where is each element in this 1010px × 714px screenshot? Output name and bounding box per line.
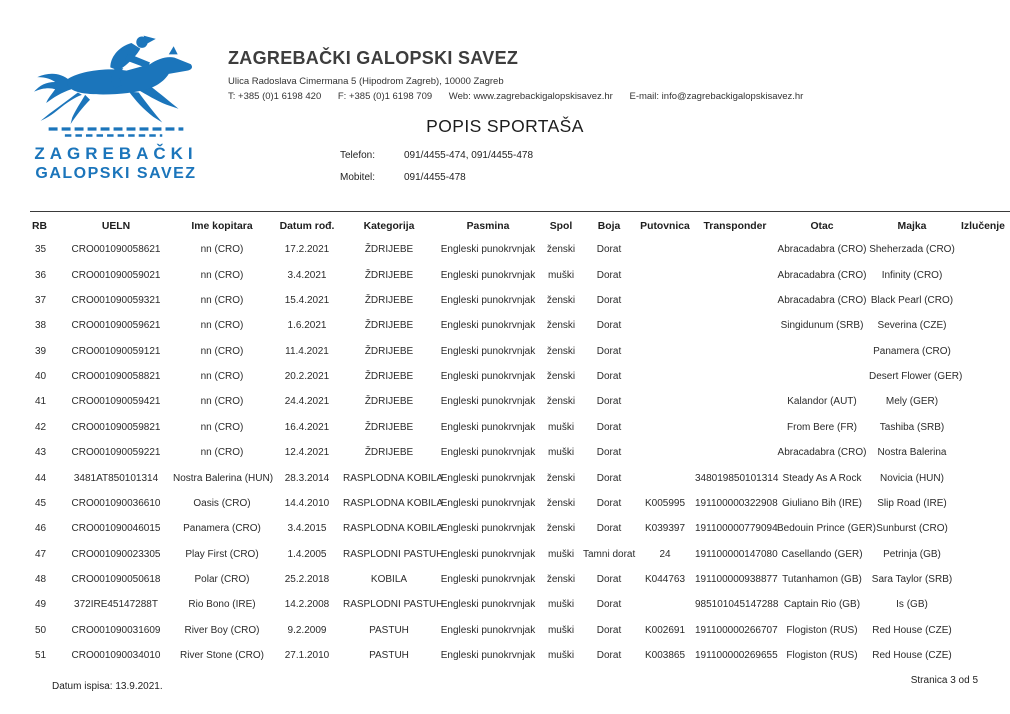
table-cell bbox=[956, 339, 1010, 364]
table-cell: Panamera (CRO) bbox=[183, 523, 261, 535]
column-header: Boja bbox=[597, 221, 621, 232]
table-cell: ŽDRIJEBE bbox=[364, 345, 414, 357]
telefon-value: 091/4455-474, 091/4455-478 bbox=[404, 150, 534, 161]
contact-block bbox=[340, 150, 533, 194]
table-cell: 1.6.2021 bbox=[287, 320, 327, 332]
table-cell bbox=[956, 643, 1010, 668]
table-cell: Engleski punokrvnjak bbox=[440, 472, 536, 484]
table-cell: Dorat bbox=[596, 396, 622, 408]
table-cell: PASTUH bbox=[369, 624, 409, 636]
table-row bbox=[30, 542, 1010, 567]
table-cell bbox=[694, 262, 776, 287]
table-cell: K003865 bbox=[644, 650, 686, 662]
column-header: Pasmina bbox=[466, 221, 510, 232]
table-cell: Kalandor (AUT) bbox=[787, 396, 857, 408]
table-cell: Dorat bbox=[596, 269, 622, 281]
table-cell: nn (CRO) bbox=[200, 396, 244, 408]
table-cell: CRO001090059421 bbox=[71, 396, 161, 408]
table-cell: nn (CRO) bbox=[200, 269, 244, 281]
table-cell: 24 bbox=[659, 548, 671, 560]
table-cell: 38 bbox=[35, 320, 47, 332]
table-cell: 3481AT850101314 bbox=[73, 472, 159, 484]
table-cell: RASPLODNI PASTUH bbox=[343, 548, 444, 560]
table-cell: 11.4.2021 bbox=[285, 345, 329, 357]
table-row bbox=[30, 465, 1010, 490]
table-cell bbox=[694, 364, 776, 389]
table-row bbox=[30, 339, 1010, 364]
table-cell bbox=[694, 339, 776, 364]
table-cell: nn (CRO) bbox=[200, 320, 244, 332]
table-cell bbox=[694, 389, 776, 414]
table-cell: Engleski punokrvnjak bbox=[440, 269, 536, 281]
table-cell: CRO001090046015 bbox=[71, 523, 161, 535]
table-cell: CRO001090058821 bbox=[71, 371, 161, 383]
table-cell: 50 bbox=[35, 624, 47, 636]
table-body bbox=[30, 237, 1010, 668]
column-header: Otac bbox=[810, 221, 834, 232]
table-cell: Flogiston (RUS) bbox=[786, 650, 858, 662]
table-cell: CRO001090036610 bbox=[71, 497, 161, 509]
table-cell bbox=[694, 440, 776, 465]
table-cell: muški bbox=[547, 599, 575, 611]
table-row bbox=[30, 592, 1010, 617]
table-row bbox=[30, 440, 1010, 465]
table-cell bbox=[636, 389, 694, 414]
table-cell: Engleski punokrvnjak bbox=[440, 574, 536, 586]
table-cell: Dorat bbox=[596, 574, 622, 586]
table-cell: ženski bbox=[546, 244, 576, 256]
table-cell: CRO001090059121 bbox=[71, 345, 161, 357]
table-cell: 14.4.2010 bbox=[284, 497, 330, 509]
table-cell bbox=[956, 313, 1010, 338]
column-header: UELN bbox=[101, 221, 131, 232]
table-cell: Tamni dorat bbox=[583, 548, 636, 560]
table-cell: River Stone (CRO) bbox=[180, 650, 264, 662]
table-cell: 15.4.2021 bbox=[284, 294, 330, 306]
table-cell: Is (GB) bbox=[896, 599, 928, 611]
column-header: RB bbox=[32, 221, 48, 232]
table-cell: CRO001090058621 bbox=[71, 244, 161, 256]
column-header: Majka bbox=[897, 221, 927, 232]
table-cell: Dorat bbox=[596, 244, 622, 256]
table-cell: 27.1.2010 bbox=[284, 650, 330, 662]
table-cell: CRO001090034010 bbox=[71, 650, 161, 662]
table-cell: ženski bbox=[546, 371, 576, 383]
table-cell: PASTUH bbox=[369, 650, 409, 662]
table-cell: muški bbox=[547, 447, 575, 459]
table-cell: ŽDRIJEBE bbox=[364, 371, 414, 383]
table-cell: 348019850101314 bbox=[695, 472, 779, 484]
table-cell: Giuliano Bih (IRE) bbox=[781, 497, 863, 509]
table-cell: 3.4.2015 bbox=[287, 523, 327, 535]
table-row bbox=[30, 491, 1010, 516]
table-cell: 12.4.2021 bbox=[284, 447, 330, 459]
table-cell: Engleski punokrvnjak bbox=[440, 624, 536, 636]
column-header: Ime kopitara bbox=[191, 221, 253, 232]
table-cell: Dorat bbox=[596, 497, 622, 509]
table-cell: ženski bbox=[546, 574, 576, 586]
table-cell: Rio Bono (IRE) bbox=[188, 599, 256, 611]
table-cell: Novicia (HUN) bbox=[880, 472, 944, 484]
table-cell: KOBILA bbox=[370, 574, 408, 586]
table-cell: Abracadabra (CRO) bbox=[777, 244, 867, 256]
table-cell bbox=[956, 237, 1010, 262]
table-cell: nn (CRO) bbox=[200, 244, 244, 256]
table-cell: Panamera (CRO) bbox=[873, 345, 951, 357]
table-cell: Engleski punokrvnjak bbox=[440, 599, 536, 611]
table-cell: 3.4.2021 bbox=[287, 269, 327, 281]
table-header-row bbox=[30, 212, 1010, 238]
table-cell: CRO001090059321 bbox=[71, 294, 161, 306]
org-phone: T: +385 (0)1 6198 420 bbox=[228, 91, 322, 102]
table-cell: ŽDRIJEBE bbox=[364, 396, 414, 408]
table-row bbox=[30, 567, 1010, 592]
table-cell: ŽDRIJEBE bbox=[364, 447, 414, 459]
table-cell bbox=[694, 288, 776, 313]
table-cell: Engleski punokrvnjak bbox=[440, 345, 536, 357]
table-cell bbox=[956, 618, 1010, 643]
table-cell: muški bbox=[547, 548, 575, 560]
table-cell bbox=[694, 237, 776, 262]
table-cell: ŽDRIJEBE bbox=[364, 320, 414, 332]
table-cell: Engleski punokrvnjak bbox=[440, 294, 536, 306]
table-row bbox=[30, 364, 1010, 389]
table-cell: Dorat bbox=[596, 371, 622, 383]
mobitel-label: Mobitel: bbox=[340, 172, 376, 183]
table-cell: K039397 bbox=[644, 523, 686, 535]
telefon-row bbox=[340, 150, 533, 161]
table-cell: 40 bbox=[35, 371, 47, 383]
table-cell: Dorat bbox=[596, 320, 622, 332]
table-cell: 51 bbox=[35, 650, 47, 662]
table-cell bbox=[636, 440, 694, 465]
table-cell: Infinity (CRO) bbox=[881, 269, 943, 281]
table-cell: muški bbox=[547, 624, 575, 636]
table-cell: K005995 bbox=[644, 497, 686, 509]
table-cell bbox=[956, 567, 1010, 592]
column-header: Datum rođ. bbox=[279, 221, 335, 232]
table-cell: RASPLODNA KOBILA bbox=[343, 523, 444, 535]
table-cell: 20.2.2021 bbox=[284, 371, 330, 383]
table-cell: ženski bbox=[546, 497, 576, 509]
table-cell bbox=[636, 237, 694, 262]
table-cell: K044763 bbox=[644, 574, 686, 586]
table-cell: ŽDRIJEBE bbox=[364, 244, 414, 256]
table-cell: nn (CRO) bbox=[200, 294, 244, 306]
column-header: Spol bbox=[549, 221, 573, 232]
table-cell: Dorat bbox=[596, 345, 622, 357]
table-cell: 191100000269655 bbox=[695, 650, 778, 662]
table-row bbox=[30, 262, 1010, 287]
table-cell: Nostra Balerina bbox=[877, 447, 947, 459]
table-cell: 48 bbox=[35, 574, 47, 586]
org-web: Web: www.zagrebackigalopskisavez.hr bbox=[448, 91, 613, 102]
table-cell: RASPLODNA KOBILA bbox=[343, 472, 444, 484]
table-cell: From Bere (FR) bbox=[787, 421, 857, 433]
table-cell: Slip Road (IRE) bbox=[877, 497, 947, 509]
table-cell: Dorat bbox=[596, 447, 622, 459]
table-cell: muški bbox=[547, 421, 575, 433]
table-cell: 36 bbox=[35, 269, 47, 281]
table-cell: Dorat bbox=[596, 421, 622, 433]
table-cell: 372IRE45147288T bbox=[74, 599, 158, 611]
table-cell: Engleski punokrvnjak bbox=[440, 320, 536, 332]
table-cell: Flogiston (RUS) bbox=[786, 624, 858, 636]
table-cell: Tutanhamon (GB) bbox=[782, 574, 862, 586]
table-cell: ženski bbox=[546, 396, 576, 408]
table-cell: RASPLODNA KOBILA bbox=[343, 497, 444, 509]
table-cell: Black Pearl (CRO) bbox=[870, 294, 954, 306]
print-date: Datum ispisa: 13.9.2021. bbox=[52, 681, 163, 692]
table-cell: Red House (CZE) bbox=[872, 650, 952, 662]
table-cell: ženski bbox=[546, 294, 576, 306]
table-cell: Dorat bbox=[596, 624, 622, 636]
org-name: ZAGREBAČKI GALOPSKI SAVEZ bbox=[228, 48, 519, 68]
athletes-table-grid bbox=[30, 211, 1010, 668]
table-cell bbox=[776, 339, 868, 364]
table-row bbox=[30, 313, 1010, 338]
table-row bbox=[30, 288, 1010, 313]
table-cell: 47 bbox=[35, 548, 47, 560]
table-cell bbox=[956, 364, 1010, 389]
table-cell: CRO001090059821 bbox=[71, 421, 161, 433]
table-cell: 44 bbox=[35, 472, 47, 484]
table-cell bbox=[636, 415, 694, 440]
table-cell: nn (CRO) bbox=[200, 421, 244, 433]
table-cell: 191100000938877 bbox=[695, 574, 778, 586]
table-cell: nn (CRO) bbox=[200, 447, 244, 459]
letterhead bbox=[228, 48, 988, 102]
table-cell: Engleski punokrvnjak bbox=[440, 244, 536, 256]
table-cell bbox=[956, 389, 1010, 414]
table-cell: 45 bbox=[35, 497, 47, 509]
table-cell: Tashiba (SRB) bbox=[879, 421, 945, 433]
table-cell: 191100000147080 bbox=[695, 548, 778, 560]
column-header: Izlučenje bbox=[961, 221, 1005, 232]
table-cell: CRO001090059021 bbox=[71, 269, 161, 281]
table-cell: nn (CRO) bbox=[200, 345, 244, 357]
table-cell bbox=[694, 313, 776, 338]
table-row bbox=[30, 516, 1010, 541]
table-cell: 46 bbox=[35, 523, 47, 535]
table-cell: ŽDRIJEBE bbox=[364, 421, 414, 433]
table-row bbox=[30, 415, 1010, 440]
table-cell: K002691 bbox=[644, 624, 686, 636]
table-cell: RASPLODNI PASTUH bbox=[343, 599, 444, 611]
column-header: Transponder bbox=[703, 221, 767, 232]
table-cell: Desert Flower (GER) bbox=[869, 371, 963, 383]
table-row bbox=[30, 643, 1010, 668]
table-cell: CRO001090059621 bbox=[71, 320, 161, 332]
table-cell: Dorat bbox=[596, 599, 622, 611]
table-cell: CRO001090050618 bbox=[71, 574, 161, 586]
table-cell bbox=[956, 592, 1010, 617]
table-cell: ŽDRIJEBE bbox=[364, 294, 414, 306]
table-cell: Sheherzada (CRO) bbox=[869, 244, 955, 256]
table-cell bbox=[956, 440, 1010, 465]
table-cell: muški bbox=[547, 269, 575, 281]
table-cell: Nostra Balerina (HUN) bbox=[173, 472, 274, 484]
table-cell: Engleski punokrvnjak bbox=[440, 650, 536, 662]
table-cell: Sara Taylor (SRB) bbox=[871, 574, 953, 586]
table-cell: Dorat bbox=[596, 472, 622, 484]
table-cell: Engleski punokrvnjak bbox=[440, 447, 536, 459]
table-row bbox=[30, 237, 1010, 262]
table-cell: ženski bbox=[546, 472, 576, 484]
table-cell bbox=[776, 364, 868, 389]
table-cell: CRO001090023305 bbox=[71, 548, 161, 560]
org-email: E-mail: info@zagrebackigalopskisavez.hr bbox=[629, 91, 804, 102]
table-cell: Engleski punokrvnjak bbox=[440, 371, 536, 383]
table-cell: Engleski punokrvnjak bbox=[440, 523, 536, 535]
table-cell: 25.2.2018 bbox=[284, 574, 330, 586]
table-cell bbox=[956, 465, 1010, 490]
table-cell: Dorat bbox=[596, 523, 622, 535]
mobitel-value: 091/4455-478 bbox=[404, 172, 466, 183]
table-cell bbox=[636, 262, 694, 287]
table-cell: Engleski punokrvnjak bbox=[440, 396, 536, 408]
table-cell: Sunburst (CRO) bbox=[876, 523, 948, 535]
table-cell: 49 bbox=[35, 599, 47, 611]
table-cell: nn (CRO) bbox=[200, 371, 244, 383]
table-cell: Red House (CZE) bbox=[872, 624, 952, 636]
table-cell: Oasis (CRO) bbox=[193, 497, 251, 509]
table-cell: Mely (GER) bbox=[885, 396, 939, 408]
table-cell: Bedouin Prince (GER) bbox=[777, 523, 876, 535]
table-cell: 1.4.2005 bbox=[287, 548, 327, 560]
mobitel-row bbox=[340, 172, 533, 183]
table-cell: 191100000779094 bbox=[695, 523, 778, 535]
table-cell bbox=[956, 516, 1010, 541]
athletes-table bbox=[30, 211, 1005, 668]
table-cell bbox=[956, 288, 1010, 313]
table-cell bbox=[636, 288, 694, 313]
logo-text-line2: GALOPSKI SAVEZ bbox=[35, 165, 197, 182]
table-cell: Severina (CZE) bbox=[877, 320, 947, 332]
table-cell: 985101045147288 bbox=[695, 599, 779, 611]
table-cell: River Boy (CRO) bbox=[184, 624, 260, 636]
table-cell: Abracadabra (CRO) bbox=[777, 294, 867, 306]
table-cell: ženski bbox=[546, 320, 576, 332]
table-cell bbox=[636, 465, 694, 490]
table-cell: 17.2.2021 bbox=[284, 244, 330, 256]
org-address: Ulica Radoslava Cimermana 5 (Hipodrom Zagreb), 10000 Zagreb bbox=[228, 76, 504, 87]
table-cell bbox=[956, 415, 1010, 440]
table-cell: 41 bbox=[35, 396, 47, 408]
table-cell: 14.2.2008 bbox=[284, 599, 330, 611]
table-cell: 43 bbox=[35, 447, 47, 459]
table-cell: Play First (CRO) bbox=[185, 548, 259, 560]
table-cell: Abracadabra (CRO) bbox=[777, 447, 867, 459]
table-cell bbox=[956, 491, 1010, 516]
table-cell: Dorat bbox=[596, 650, 622, 662]
table-cell: muški bbox=[547, 650, 575, 662]
table-cell: Engleski punokrvnjak bbox=[440, 497, 536, 509]
table-cell: 191100000266707 bbox=[695, 624, 778, 636]
table-cell: 191100000322908 bbox=[695, 497, 778, 509]
table-cell: 35 bbox=[35, 244, 47, 256]
table-cell: Casellando (GER) bbox=[781, 548, 863, 560]
table-cell bbox=[956, 262, 1010, 287]
org-fax: F: +385 (0)1 6198 709 bbox=[337, 91, 433, 102]
table-cell: ženski bbox=[546, 523, 576, 535]
table-cell: 28.3.2014 bbox=[284, 472, 330, 484]
table-cell bbox=[636, 313, 694, 338]
table-cell: Engleski punokrvnjak bbox=[440, 421, 536, 433]
table-cell: ženski bbox=[546, 345, 576, 357]
table-cell: 39 bbox=[35, 345, 47, 357]
org-contact-line bbox=[228, 91, 988, 102]
table-cell: Singidunum (SRB) bbox=[780, 320, 864, 332]
table-row bbox=[30, 389, 1010, 414]
telefon-label: Telefon: bbox=[340, 150, 376, 161]
table-cell: Engleski punokrvnjak bbox=[440, 548, 536, 560]
table-cell: ŽDRIJEBE bbox=[364, 269, 414, 281]
page-number: Stranica 3 od 5 bbox=[910, 675, 978, 686]
table-cell bbox=[636, 592, 694, 617]
table-cell: 16.4.2021 bbox=[284, 421, 330, 433]
table-cell: 37 bbox=[35, 294, 47, 306]
logo-text-line1: ZAGREBAČKI bbox=[34, 144, 198, 163]
table-cell bbox=[694, 415, 776, 440]
table-cell: 9.2.2009 bbox=[287, 624, 327, 636]
column-header: Putovnica bbox=[640, 221, 690, 232]
table-cell: CRO001090031609 bbox=[71, 624, 161, 636]
table-cell: 42 bbox=[35, 421, 47, 433]
logo bbox=[26, 30, 206, 183]
table-cell: Dorat bbox=[596, 294, 622, 306]
page-title: POPIS SPORTAŠA bbox=[426, 116, 584, 136]
table-cell: Steady As A Rock bbox=[782, 472, 862, 484]
table-cell: CRO001090059221 bbox=[71, 447, 161, 459]
table-cell: 24.4.2021 bbox=[284, 396, 330, 408]
table-cell bbox=[956, 542, 1010, 567]
table-cell: Polar (CRO) bbox=[194, 574, 250, 586]
column-header: Kategorija bbox=[363, 221, 415, 232]
table-row bbox=[30, 618, 1010, 643]
table-cell bbox=[636, 364, 694, 389]
table-cell: Petrinja (GB) bbox=[883, 548, 941, 560]
table-cell: Captain Rio (GB) bbox=[783, 599, 861, 611]
table-cell bbox=[636, 339, 694, 364]
table-cell: Abracadabra (CRO) bbox=[777, 269, 867, 281]
